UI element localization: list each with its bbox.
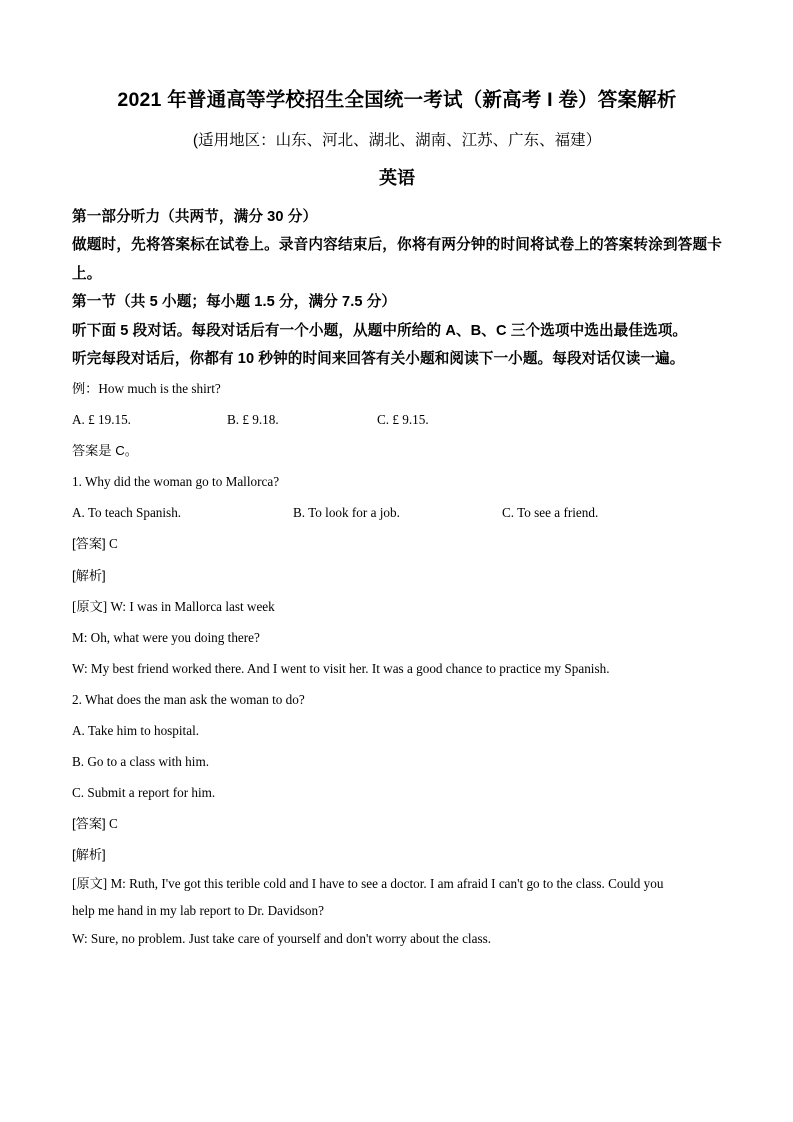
example-option-c[interactable]: C. £ 9.15. bbox=[377, 412, 429, 428]
question-1-option-b[interactable]: B. To look for a job. bbox=[293, 505, 400, 521]
question-1-answer-value: C bbox=[109, 536, 118, 552]
question-1-answer-label: [答案] bbox=[72, 536, 106, 552]
example-option-b[interactable]: B. £ 9.18. bbox=[227, 412, 279, 428]
question-2-option-b[interactable]: B. Go to a class with him. bbox=[72, 753, 209, 769]
question-2-transcript-line-2: help me hand in my lab report to Dr. Davidson? bbox=[72, 903, 324, 919]
section-one-heading: 第一节（共 5 小题；每小题 1.5 分，满分 7.5 分） bbox=[72, 294, 397, 311]
question-1-analysis-label: [解析] bbox=[72, 567, 106, 583]
document-subtitle: (适用地区：山东、河北、湖北、湖南、江苏、广东、福建） bbox=[192, 132, 602, 150]
question-2-analysis-label: [解析] bbox=[72, 846, 106, 862]
question-1-answer-row bbox=[72, 528, 722, 559]
part-one-instruction: 做题时，先将答案标在试卷上。录音内容结束后，你将有两分钟的时间将试卷上的答案转涂到答题卡上。 bbox=[72, 237, 722, 282]
question-1-transcript-line-3: W: My best friend worked there. And I went to visit her. It was a good chance to practice my Spanish. bbox=[72, 660, 610, 676]
section-one-instruction-line-1: 听下面 5 段对话。每段对话后有一个小题，从题中所给的 A、B、C 三个选项中选出最佳选项。 bbox=[72, 322, 688, 339]
question-2-option-c[interactable]: C. Submit a report for him. bbox=[72, 784, 216, 800]
example-prompt: 例：How much is the shirt? bbox=[72, 381, 221, 397]
question-2-stem: 2. What does the man ask the woman to do? bbox=[72, 691, 305, 707]
question-1-options-row bbox=[72, 497, 722, 528]
question-1-transcript-line-2: M: Oh, what were you doing there? bbox=[72, 629, 260, 645]
example-answer: 答案是 C。 bbox=[72, 443, 138, 459]
question-2-answer-value: C bbox=[109, 815, 118, 831]
question-2-transcript-line-1: [原文] M: Ruth, I've got this terible cold and I have to see a doctor. I am afraid I can't go to the class. Could you bbox=[72, 875, 664, 891]
question-1-option-c[interactable]: C. To see a friend. bbox=[502, 505, 599, 521]
part-one-heading: 第一部分听力（共两节，满分 30 分） bbox=[72, 208, 318, 225]
section-one-instruction-line-2: 听完每段对话后，你都有 10 秒钟的时间来回答有关小题和阅读下一小题。每段对话仅读一遍。 bbox=[72, 350, 685, 367]
page-title: 2021 年普通高等学校招生全国统一考试（新高考 I 卷）答案解析 bbox=[117, 89, 677, 111]
subject-heading: 英语 bbox=[379, 167, 415, 188]
example-options-row bbox=[72, 404, 722, 435]
question-1-stem: 1. Why did the woman go to Mallorca? bbox=[72, 474, 280, 490]
question-1-option-a[interactable]: A. To teach Spanish. bbox=[72, 505, 182, 521]
document-content bbox=[72, 86, 722, 953]
question-2-answer-row bbox=[72, 808, 722, 839]
question-2-option-a[interactable]: A. Take him to hospital. bbox=[72, 722, 200, 738]
question-1-transcript-line-1: [原文] W: I was in Mallorca last week bbox=[72, 598, 275, 614]
question-2-transcript-line-3: W: Sure, no problem. Just take care of yourself and don't worry about the class. bbox=[72, 931, 492, 947]
example-option-a[interactable]: A. £ 19.15. bbox=[72, 412, 131, 428]
question-2-answer-label: [答案] bbox=[72, 815, 106, 831]
